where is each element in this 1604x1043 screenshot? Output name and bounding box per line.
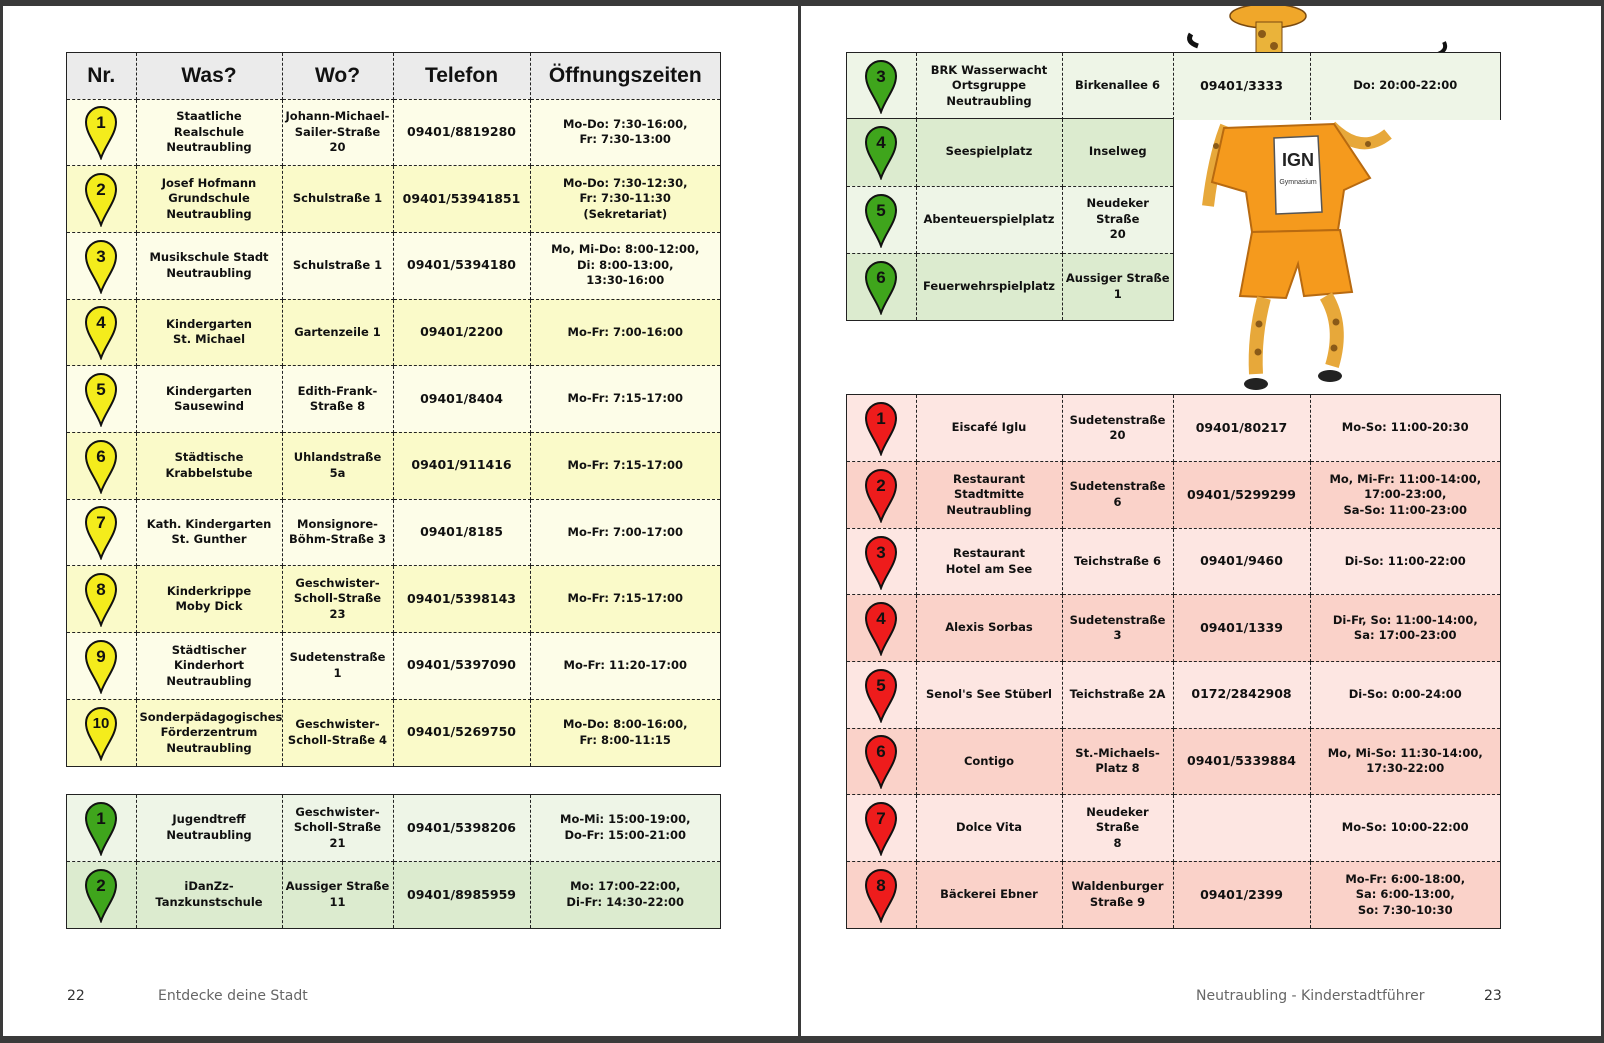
shirt-logo-text: IGN [1281,150,1315,170]
yellow-map-pin-icon [67,699,136,766]
pin-number: 1 [96,113,106,133]
shirt-caption-text: Gymnasium [1279,179,1317,186]
place-name-line: St. Gunther [171,532,247,547]
place-name-line: Kindergarten [166,383,252,398]
red-map-pin-icon [847,662,916,729]
place-name-line: Neutraubling [166,828,252,842]
place-address-line: Inselweg [1088,144,1147,159]
table-row [847,795,1500,862]
place-name [136,633,282,700]
place-name-line: Ortsgruppe [951,78,1027,93]
place-address-line: Teichstraße 6 [1074,553,1161,568]
pin-number: 10 [92,714,110,732]
table-row [67,432,720,499]
left-page [3,6,798,1036]
opening-hours [530,499,720,566]
place-address [1062,253,1173,320]
place-name-line: BRK Wasserwacht [930,62,1048,77]
opening-hours-line: Di-So: 11:00-22:00 [1344,553,1466,568]
opening-hours [530,366,720,433]
place-address-line: 20 [1109,227,1126,242]
place-address-line: Platz 8 [1095,761,1140,776]
place-phone: 09401/8185 [393,499,530,566]
pin-number: 9 [96,646,106,666]
opening-hours-line: Fr: 7:30-11:30 [579,191,671,206]
pin-number: 6 [96,446,106,466]
table-row [67,166,720,233]
table-header-row [67,53,720,99]
place-name-line: Neutraubling [946,94,1032,108]
table-row [847,662,1500,729]
opening-hours [1310,728,1500,795]
opening-hours [1310,462,1500,529]
place-name-line: Musikschule Stadt [149,250,269,265]
opening-hours-line: Sa-So: 11:00-23:00 [1343,502,1468,517]
pin-number: 3 [876,542,886,562]
pin-number: 1 [876,409,886,429]
opening-hours [1310,795,1500,862]
place-name-line: Abenteuerspielplatz [923,211,1055,226]
place-phone: 09401/5394180 [393,232,530,299]
place-address [282,566,393,633]
place-address [282,366,393,433]
place-phone: 09401/5269750 [393,699,530,766]
table-row [847,861,1500,928]
place-name [136,99,282,166]
place-name-line: Senol's See Stüberl [926,687,1052,702]
opening-hours-line: 17:30-22:00 [1366,761,1445,776]
place-phone: 09401/2399 [1173,861,1310,928]
place-name [916,186,1062,253]
place-address-line: Scholl-Straße 4 [287,732,388,747]
opening-hours-line: Fr: 7:30-13:00 [579,132,671,147]
opening-hours-line: Mo-Do: 7:30-16:00, [562,116,688,131]
opening-hours-line: Di-Fr: 14:30-22:00 [566,895,685,909]
red-map-pin-icon [847,462,916,529]
page-number-right: 23 [1484,988,1502,1004]
place-address [282,166,393,233]
header-was: Was? [136,53,282,99]
place-name [916,395,1062,462]
place-name [136,366,282,433]
yellow-map-pin-icon [67,432,136,499]
red-map-pin-icon [847,795,916,862]
place-address [1062,119,1173,186]
pin-number: 3 [96,246,106,266]
place-address-line: Böhm-Straße 3 [289,532,386,547]
table-row [847,528,1500,595]
place-address-line: 20 [1109,428,1126,443]
table-row [67,633,720,700]
opening-hours-line: (Sekretariat) [583,206,668,221]
place-name [136,795,282,862]
opening-hours-line: Do-Fr: 15:00-21:00 [564,828,687,842]
place-name [136,699,282,766]
opening-hours-line: Mo, Mi-So: 11:30-14:00, [1327,745,1483,760]
place-address-line: Straße 9 [1089,894,1146,909]
place-name-line: Städtische [174,450,244,465]
place-address-line: Scholl-Straße 21 [293,820,382,850]
place-phone: 09401/53941851 [393,166,530,233]
place-name-line: Restaurant [952,546,1026,561]
table-row [847,728,1500,795]
place-phone: 09401/5299299 [1173,462,1310,529]
place-phone: 09401/2200 [393,299,530,366]
water-rescue-table [846,52,1501,120]
place-address-line: Sudetenstraße 1 [289,650,386,680]
place-address [282,432,393,499]
header-oeffnungszeiten: Öffnungszeiten [530,53,720,99]
place-address-line: St.-Michaels- [1075,745,1160,760]
opening-hours-line: Mo, Mi-Do: 8:00-12:00, [551,242,700,257]
place-address [282,699,393,766]
table-row [847,119,1173,186]
place-name-line: Kinderkrippe [166,583,252,598]
opening-hours-line: Mo-So: 11:00-20:30 [1341,420,1469,435]
pin-number: 8 [876,875,886,895]
place-address-line: 1 [1113,286,1122,301]
place-name-line: Kindergarten [166,316,252,331]
place-name [916,795,1062,862]
place-name [916,662,1062,729]
schools-table [66,52,721,767]
place-address [282,499,393,566]
place-name-line: Bäckerei Ebner [940,887,1038,902]
place-address [1062,462,1173,529]
opening-hours-line: Mo, Mi-Fr: 11:00-14:00, [1329,471,1482,486]
opening-hours-line: Mo-So: 10:00-22:00 [1341,820,1469,835]
pin-number: 8 [96,580,106,600]
place-address-line: Uhlandstraße 5a [293,450,382,480]
place-address-line: Sudetenstraße 3 [1069,612,1166,643]
place-phone: 09401/5398143 [393,566,530,633]
footer-title-left: Entdecke deine Stadt [158,988,308,1004]
opening-hours-line: Di-So: 0:00-24:00 [1348,687,1462,702]
opening-hours-line: Fr: 8:00-11:15 [579,732,671,747]
opening-hours [1310,595,1500,662]
place-address [1062,595,1173,662]
opening-hours [530,566,720,633]
place-address-line: Neudeker Straße [1086,804,1149,835]
opening-hours-line: 17:00-23:00, [1364,487,1447,502]
place-address-line: Geschwister- [295,804,380,819]
yellow-map-pin-icon [67,299,136,366]
place-phone: 09401/911416 [393,432,530,499]
table-row [67,566,720,633]
place-phone: 09401/8819280 [393,99,530,166]
place-name [136,299,282,366]
place-address-line: 11 [329,895,346,909]
place-address [1062,795,1173,862]
place-address [1062,53,1173,120]
table-row [847,53,1500,120]
place-name [916,462,1062,529]
place-address [282,862,393,929]
place-address [1062,662,1173,729]
place-name-line: Dolce Vita [956,820,1022,835]
place-phone: 09401/5397090 [393,633,530,700]
header-telefon: Telefon [393,53,530,99]
place-address-line: Schulstraße 1 [292,191,383,206]
place-phone: 0172/2842908 [1173,662,1310,729]
place-name [916,119,1062,186]
opening-hours [530,795,720,862]
red-map-pin-icon [847,861,916,928]
place-name-line: Grundschule [168,191,250,206]
place-address [1062,861,1173,928]
place-address-line: Scholl-Straße 23 [293,591,382,621]
opening-hours [1310,528,1500,595]
youth-table [66,794,721,929]
opening-hours-line: Sa: 6:00-13:00, [1355,887,1455,902]
opening-hours [1310,662,1500,729]
pin-number: 6 [876,742,886,762]
opening-hours-line: Mo-Mi: 15:00-19:00, [560,812,691,827]
place-address [1062,528,1173,595]
opening-hours [1310,861,1500,928]
place-address-line: Neudeker Straße [1086,196,1149,226]
place-address-line: Aussiger Straße [285,879,390,894]
place-address-line: Schulstraße 1 [292,257,383,272]
pin-number: 7 [876,809,886,829]
place-address-line: Monsignore- [297,516,378,531]
red-map-pin-icon [847,395,916,462]
place-phone [1173,795,1310,862]
place-name [136,432,282,499]
pin-number: 2 [96,876,106,895]
opening-hours-line: Sa: 17:00-23:00 [1353,628,1457,643]
opening-hours [530,432,720,499]
place-name-line: Neutraubling [946,502,1032,517]
place-address [1062,186,1173,253]
table-row [847,186,1173,253]
place-name-line: Neutraubling [166,740,252,755]
opening-hours [530,232,720,299]
opening-hours-line: Mo-Fr: 7:15-17:00 [567,458,683,473]
opening-hours-line: Do: 20:00-22:00 [1353,78,1458,93]
pin-number: 6 [876,267,886,287]
yellow-map-pin-icon [67,366,136,433]
place-address-line: Edith-Frank- [297,383,378,398]
place-name-line: Neutraubling [166,265,252,280]
place-name-line: Kath. Kindergarten [146,516,272,531]
place-name-line: Moby Dick [175,599,243,614]
place-name [916,728,1062,795]
place-name-line: Sausewind [174,399,244,414]
page-number-left: 22 [67,988,85,1004]
opening-hours-line: Mo-Fr: 7:15-17:00 [567,391,683,406]
table-row [67,299,720,366]
pin-number: 5 [96,380,106,400]
place-phone: 09401/5398206 [393,795,530,862]
opening-hours [530,166,720,233]
opening-hours [530,633,720,700]
place-address-line: Straße 8 [309,399,366,414]
place-address-line: Sudetenstraße 6 [1069,479,1166,509]
place-name [136,499,282,566]
place-phone: 09401/80217 [1173,395,1310,462]
place-name-line: Restaurant Stadtmitte [952,471,1026,502]
place-address-line: Geschwister- [295,717,380,732]
place-name [916,253,1062,320]
place-name-line: Staatliche Realschule [173,109,245,139]
yellow-map-pin-icon [67,499,136,566]
playgrounds-table [846,118,1174,321]
opening-hours-line: Mo-Do: 7:30-12:30, [562,175,688,190]
pin-number: 2 [96,180,106,200]
place-name [136,566,282,633]
place-name-line: Alexis Sorbas [945,620,1033,635]
pin-number: 2 [876,475,886,495]
footer-title-right: Neutraubling - Kinderstadtführer [1196,988,1425,1004]
yellow-map-pin-icon [67,232,136,299]
opening-hours-line: Mo-Do: 8:00-16:00, [562,717,688,732]
place-name [916,53,1062,120]
table-row [67,366,720,433]
table-row [847,462,1500,529]
right-page [801,6,1601,1036]
place-name [136,232,282,299]
place-name [916,861,1062,928]
header-nr: Nr. [67,53,136,99]
opening-hours [530,299,720,366]
opening-hours-line: Mo-Fr: 11:20-17:00 [563,658,687,673]
place-address [1062,395,1173,462]
opening-hours [530,699,720,766]
table-row [67,99,720,166]
opening-hours-line: Mo-Fr: 7:00-17:00 [567,524,683,539]
place-name-line: Eiscafé Iglu [951,420,1027,435]
place-address [282,633,393,700]
place-address-line: Geschwister- [295,575,380,590]
place-name-line: Neutraubling [166,140,252,155]
opening-hours [530,862,720,929]
opening-hours-line: Di: 8:00-13:00, [577,257,674,272]
place-address [282,299,393,366]
opening-hours-line: Mo: 17:00-22:00, [570,879,681,894]
opening-hours-line: Mo-Fr: 7:15-17:00 [567,591,683,606]
pin-number: 4 [876,133,886,153]
place-name-line: Neutraubling [166,673,252,688]
place-name-line: St. Michael [172,332,246,347]
pin-number: 7 [96,513,106,533]
opening-hours-line: 13:30-16:00 [586,273,665,288]
place-name-line: Seespielplatz [945,144,1033,159]
pin-number: 5 [876,675,886,695]
table-row [67,499,720,566]
opening-hours-line: Mo-Fr: 6:00-18:00, [1345,871,1466,886]
green-map-pin-icon [847,53,916,120]
header-wo: Wo? [282,53,393,99]
pin-number: 3 [876,67,886,87]
place-address-line: Gartenzeile 1 [294,324,381,339]
place-address-line: 8 [1113,835,1122,850]
place-address [282,99,393,166]
table-row [67,795,720,862]
place-address-line: Teichstraße 2A [1069,687,1166,702]
green-map-pin-icon [847,186,916,253]
red-map-pin-icon [847,595,916,662]
place-address [282,232,393,299]
opening-hours-line: Di-Fr, So: 11:00-14:00, [1332,612,1478,627]
place-phone: 09401/5339884 [1173,728,1310,795]
place-phone: 09401/1339 [1173,595,1310,662]
red-map-pin-icon [847,528,916,595]
yellow-map-pin-icon [67,166,136,233]
table-row [847,395,1500,462]
place-name-line: Feuerwehrspielplatz [922,278,1055,293]
red-map-pin-icon [847,728,916,795]
opening-hours-line: So: 7:30-10:30 [1357,902,1453,917]
opening-hours [1310,395,1500,462]
place-name [136,166,282,233]
pin-number: 1 [96,809,106,828]
place-name-line: Neutraubling [166,206,252,221]
place-phone: 09401/9460 [1173,528,1310,595]
place-name-line: iDanZz- [184,879,234,894]
opening-hours-line: Mo-Fr: 7:00-16:00 [567,324,683,339]
restaurants-table [846,394,1501,929]
place-name-line: Contigo [963,753,1015,768]
place-name [136,862,282,929]
place-address-line: Johann-Michael- [285,109,390,124]
place-name-line: Städtischer Kinderhort [171,642,247,673]
green-map-pin-icon [67,862,136,929]
green-map-pin-icon [847,253,916,320]
place-name-line: Krabbelstube [165,465,253,480]
place-address-line: Aussiger Straße [1065,271,1170,286]
table-row [847,253,1173,320]
table-row [67,862,720,929]
yellow-map-pin-icon [67,99,136,166]
yellow-map-pin-icon [67,566,136,633]
place-name-line: Josef Hofmann [161,175,257,190]
place-name [916,528,1062,595]
opening-hours [530,99,720,166]
place-name-line: Förderzentrum [160,725,258,740]
place-address-line: Birkenallee 6 [1075,78,1160,93]
table-row [67,699,720,766]
place-phone: 09401/8985959 [393,862,530,929]
table-row [67,232,720,299]
place-address [1062,728,1173,795]
place-name-line: Jugendtreff [172,812,246,827]
place-phone: 09401/3333 [1173,53,1310,120]
place-address-line: Sudetenstraße [1069,412,1166,427]
place-name [916,595,1062,662]
green-map-pin-icon [847,119,916,186]
green-map-pin-icon [67,795,136,862]
place-name-line: Hotel am See [945,561,1033,576]
place-phone: 09401/8404 [393,366,530,433]
table-row [847,595,1500,662]
place-address-line: Waldenburger [1071,879,1164,894]
pin-number: 4 [96,313,106,333]
place-name-line: Sonderpädagogisches [139,709,283,724]
pin-number: 4 [876,609,886,629]
place-address [282,795,393,862]
place-address-line: Sailer-Straße 20 [294,124,381,155]
place-name-line: Tanzkunstschule [155,895,263,909]
pin-number: 5 [876,200,886,220]
yellow-map-pin-icon [67,633,136,700]
opening-hours [1310,53,1500,120]
